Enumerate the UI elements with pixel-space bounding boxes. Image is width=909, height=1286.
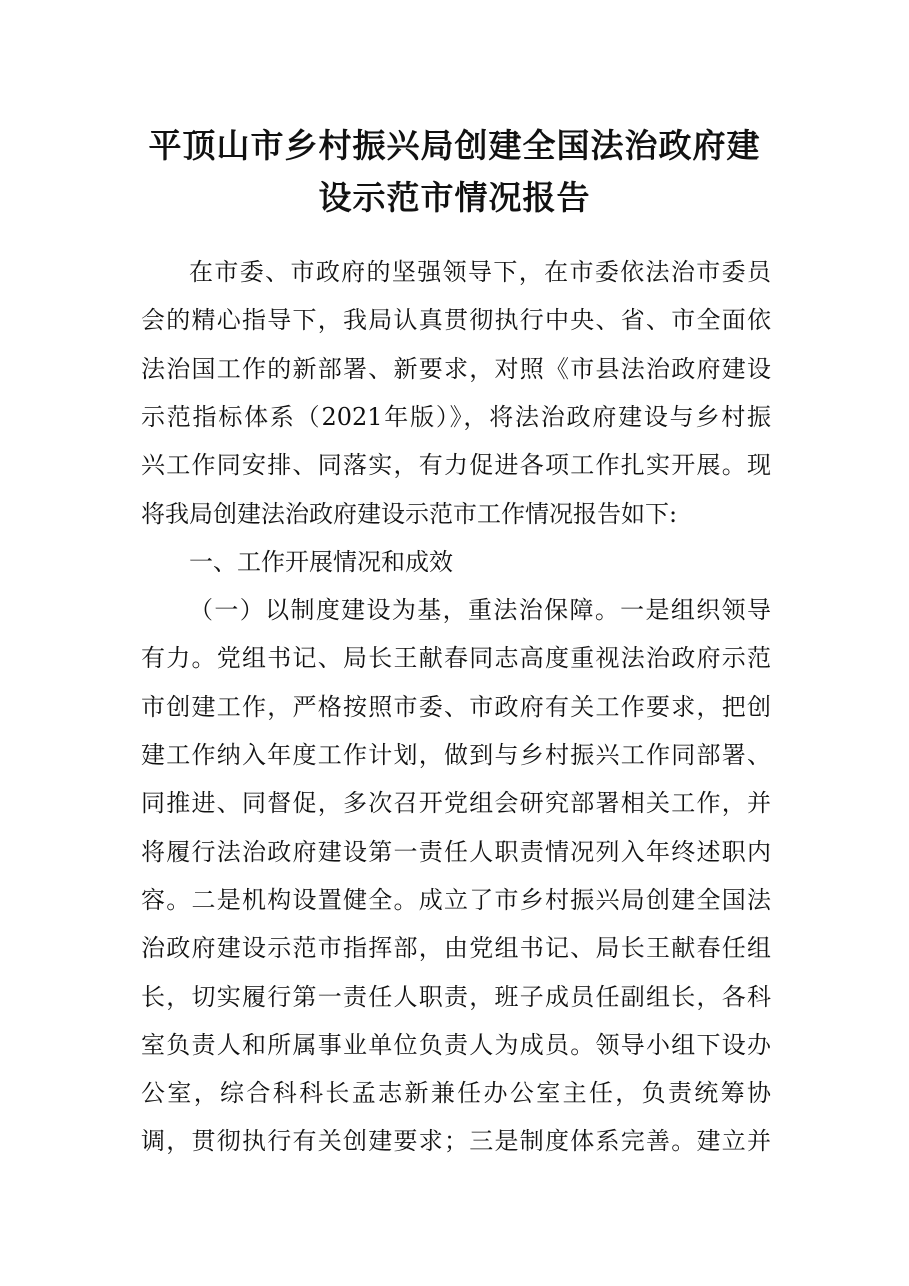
body-line: 在市委、市政府的坚强领导下，在市委依法治市委员 [189,258,771,286]
body-line: 建工作纳入年度工作计划，做到与乡村振兴工作同部署、 [141,741,771,769]
body-line: 法治国工作的新部署、新要求，对照《市县法治政府建设 [141,355,771,383]
body-line: 容。二是机构设置健全。成立了市乡村振兴局创建全国法 [141,886,771,914]
body-line: 同推进、同督促，多次召开党组会研究部署相关工作，并 [141,789,771,817]
body-line: 将履行法治政府建设第一责任人职责情况列入年终述职内 [141,838,771,866]
body-line: 一、工作开展情况和成效 [189,548,453,576]
body-line: 调，贯彻执行有关创建要求；三是制度体系完善。建立并 [141,1127,771,1155]
body-line: 治政府建设示范市指挥部，由党组书记、局长王献春任组 [141,934,771,962]
body-line: 室负责人和所属事业单位负责人为成员。领导小组下设办 [141,1031,771,1059]
body-line: 会的精心指导下，我局认真贯彻执行中央、省、市全面依 [141,306,771,334]
document-title [110,120,799,224]
body-line: （一）以制度建设为基，重法治保障。一是组织领导 [189,596,771,624]
body-line: 将我局创建法治政府建设示范市工作情况报告如下: [141,500,678,528]
body-line: 长，切实履行第一责任人职责，班子成员任副组长，各科 [141,983,771,1011]
body-line: 公室，综合科科长孟志新兼任办公室主任，负责统筹协 [141,1079,771,1107]
title-line-2: 设示范市情况报告 [318,178,591,217]
body-line: 市创建工作，严格按照市委、市政府有关工作要求，把创 [141,693,771,721]
body-line: 有力。党组书记、局长王献春同志高度重视法治政府示范 [141,644,771,672]
body-line: 示范指标体系（2021年版）》，将法治政府建设与乡村振 [141,403,771,431]
body-line: 兴工作同安排、同落实，有力促进各项工作扎实开展。现 [141,451,771,479]
title-line-1: 平顶山市乡村振兴局创建全国法治政府建 [148,126,761,165]
